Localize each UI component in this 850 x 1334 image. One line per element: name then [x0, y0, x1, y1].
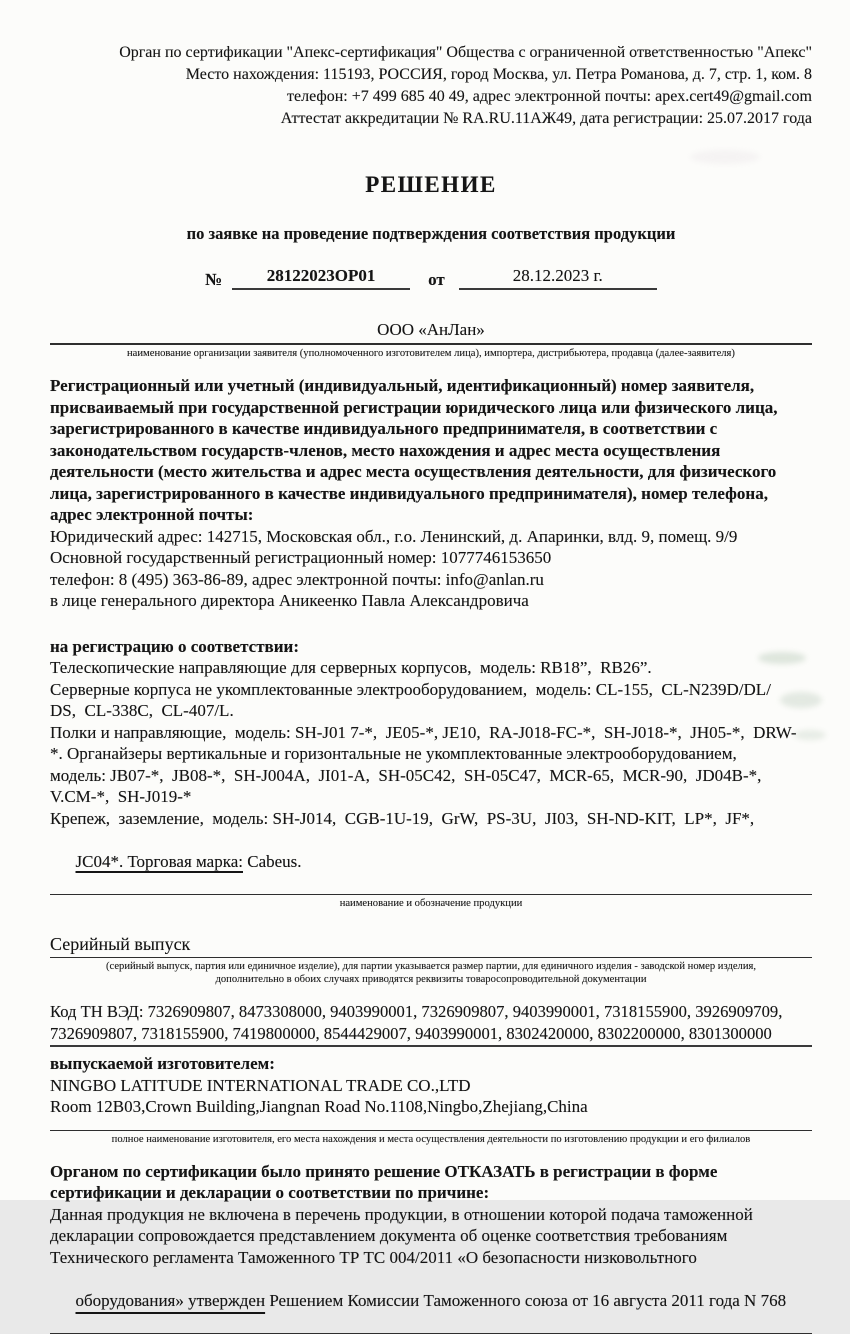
manufacturer-section — [50, 1053, 812, 1118]
tnved-section — [50, 1001, 812, 1047]
applicant-contacts: телефон: 8 (495) 363-86-89, адрес электронной почты: info@anlan.ru — [50, 569, 544, 589]
reason-underlined-text: оборудования» утвержден — [75, 1290, 266, 1310]
reason-final-rest: Решением Комиссии Таможенного союза от 16 августа 2011 года N 768 — [265, 1290, 787, 1310]
product-line: Телескопические направляющие для серверных корпусов, модель: RB18”, RB26”. — [50, 658, 652, 677]
intro-line: адрес электронной почты: — [50, 505, 254, 524]
document-subtitle: по заявке на проведение подтверждения соответствия продукции — [186, 224, 676, 243]
reason-line: Данная продукция не включена в перечень продукции, в отношении которой подача таможенной — [50, 1204, 753, 1224]
product-section — [50, 636, 812, 895]
trademark-value: Cabeus. — [243, 851, 302, 871]
serial-caption-line: дополнительно в обоих случаях приводятся реквизиты товаросопроводительной документации — [215, 974, 647, 985]
product-section-heading: на регистрацию о соответствии: — [50, 636, 299, 656]
product-line: *. Органайзеры вертикальные и горизонтальные не укомплектованные электрооборудованием, — [50, 744, 737, 763]
serial-section — [50, 934, 812, 956]
reason-line: Технического регламента Таможенного ТР ТС 004/2011 «О безопасности низковольтного — [50, 1247, 697, 1267]
applicant-caption: наименование организации заявителя (уполномоченного изготовителем лица), импортера, дистрибьютера, продавца (далее-заявителя) — [127, 348, 735, 359]
reason-line: декларации сопровождается представлением документа об оценке соответствия требованиям — [50, 1226, 728, 1245]
manufacturer-caption: полное наименование изготовителя, его места нахождения и места осуществления деятельности по изготовлению продукции и его филиалов — [111, 1133, 751, 1145]
tnved-codes-line2: 7326909807, 7318155900, 7419800000, 8544429007, 9403990001, 8302420000, 8302200000, 8301300000 — [50, 1023, 812, 1048]
reason-line-final — [50, 1268, 812, 1334]
header-address-line: Место нахождения: 115193, РОССИЯ, город Москва, ул. Петра Романова, д. 7, стр. 1, ком. 8 — [185, 66, 812, 83]
product-line: Серверные корпуса не укомплектованные электрооборудованием, модель: CL-155, CL-N239D/DL/ — [50, 679, 771, 699]
scan-artifact — [690, 150, 760, 164]
registration-intro-paragraph — [50, 375, 812, 526]
product-line: V.CM-*, SH-J019-* — [50, 787, 192, 806]
decision-date: 28.12.2023 г. — [459, 266, 657, 290]
date-preposition: от — [428, 270, 445, 289]
applicant-details — [50, 526, 812, 612]
intro-line: Регистрационный или учетный (индивидуальный, идентификационный) номер заявителя, — [50, 376, 755, 395]
intro-line: лица, зарегистрированного в качестве индивидуального предпринимателя), номер телефона, — [50, 483, 768, 503]
tnved-codes-line1: Код ТН ВЭД: 7326909807, 8473308000, 9403990001, 7326909807, 9403990001, 7318155900, 3926909709, — [50, 1002, 783, 1021]
product-line: DS, CL-338C, CL-407/L. — [50, 701, 234, 720]
decision-line: Органом по сертификации было принято решение ОТКАЗАТЬ в регистрации в форме — [50, 1161, 718, 1181]
divider-under-applicant — [50, 343, 812, 345]
manufacturer-heading: выпускаемой изготовителем: — [50, 1054, 275, 1073]
product-caption: наименование и обозначение продукции — [339, 897, 523, 909]
decision-line: сертификации и декларации о соответствии по причине: — [50, 1183, 490, 1202]
manufacturer-address: Room 12B03,Crown Building,Jiangnan Road No.1108,Ningbo,Zhejiang,China — [50, 1097, 588, 1116]
product-line: Полки и направляющие, модель: SH-J01 7-*, JE05-*, JE10, RA-J018-FC-*, SH-J018-*, JH05-*, DRW- — [50, 722, 797, 742]
serial-caption — [50, 960, 812, 986]
applicant-name: ООО «АнЛан» — [377, 320, 485, 339]
trademark-underlined-text: JC04*. Торговая марка: — [75, 851, 243, 871]
intro-line: деятельности (место жительства и адрес места осуществления деятельности, для физического — [50, 462, 777, 481]
manufacturer-name: NINGBO LATITUDE INTERNATIONAL TRADE CO.,LTD — [50, 1075, 471, 1095]
intro-line: зарегистрированного в качестве индивидуального предпринимателя, в соответствии с — [50, 419, 718, 438]
product-line: Крепеж, заземление, модель: SH-J014, CGB-1U-19, GrW, PS-3U, JI03, SH-ND-KIT, LP*, JF*, — [50, 808, 755, 828]
document-title: РЕШЕНИЕ — [365, 172, 497, 197]
serial-label: Серийный выпуск — [50, 933, 191, 954]
number-and-date-row — [205, 266, 812, 290]
divider-under-serial — [50, 957, 812, 958]
decision-statement — [50, 1161, 812, 1204]
intro-line: присваиваемый при государственной регистрации юридического лица или физического лица, — [50, 397, 778, 417]
product-line-trademark — [50, 829, 812, 895]
header-accreditation-line: Аттестат аккредитации № RA.RU.11АЖ49, дата регистрации: 25.07.2017 года — [280, 110, 812, 127]
intro-line: законодательством государств-членов, место нахождения и адрес места осуществления — [50, 440, 721, 460]
refusal-reason — [50, 1204, 812, 1334]
header-contacts-line: телефон: +7 499 685 40 49, адрес электронной почты: apex.cert49@gmail.com — [287, 88, 812, 105]
number-sign: № — [205, 270, 223, 289]
certification-body-header — [50, 42, 812, 130]
divider-under-manufacturer — [50, 1130, 812, 1131]
legal-address: Юридический адрес: 142715, Московская обл., г.о. Ленинский, д. Апаринки, влд. 9, помещ. 9/9 — [50, 526, 738, 546]
serial-caption-line: (серийный выпуск, партия или единичное изделие), для партии указывается размер партии, для единичного изделия - заводской номер изделия, — [105, 961, 757, 972]
ogrn-number: Основной государственный регистрационный номер: 1077746153650 — [50, 548, 552, 567]
header-org-line: Орган по сертификации "Апекс-сертификация" Общества с ограниченной ответственностью "Апекс" — [119, 44, 812, 61]
director-name: в лице генерального директора Аникеенко Павла Александровича — [50, 591, 529, 610]
product-line: модель: JB07-*, JB08-*, SH-J004A, JI01-A, SH-05C42, SH-05C47, MCR-65, MCR-90, JD04B-*, — [50, 765, 762, 785]
decision-number: 28122023ОР01 — [232, 266, 410, 290]
